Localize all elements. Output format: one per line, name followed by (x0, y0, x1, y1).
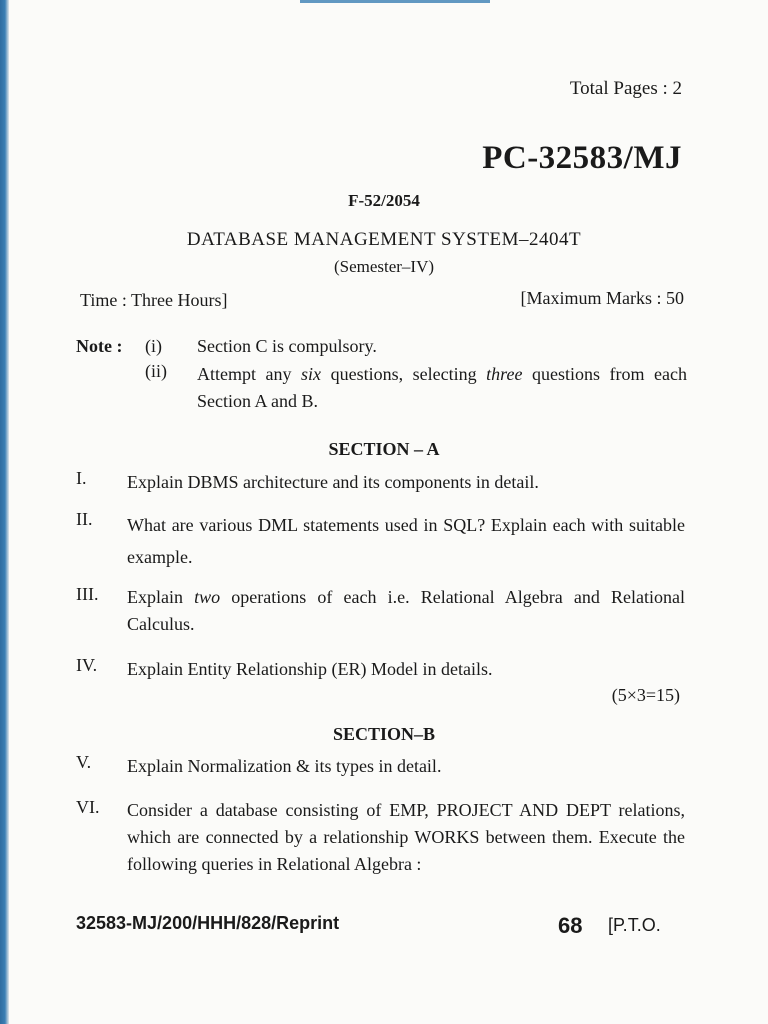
question-number: IV. (76, 655, 98, 675)
question-number: III. (76, 584, 99, 604)
note-item-text: Attempt any six questions, selecting three questions from each Section A and B. (197, 364, 687, 411)
maximum-marks: [Maximum Marks : 50 (520, 288, 684, 308)
note-item-number: (ii) (145, 361, 167, 381)
footer-print-code: 32583-MJ/200/HHH/828/Reprint (76, 913, 340, 933)
page-edge-left (0, 0, 9, 1024)
note-item-number: (i) (145, 336, 162, 356)
note-item-text: Section C is compulsory. (197, 336, 377, 356)
page-edge-top (300, 0, 490, 3)
question-number: VI. (76, 797, 100, 817)
time-allowed: Time : Three Hours] (80, 290, 228, 310)
question-number: I. (76, 468, 87, 488)
question-text: Explain two operations of each i.e. Relational Algebra and Relational Calculus. (127, 587, 685, 634)
semester: (Semester–IV) (333, 257, 435, 276)
question-number: II. (76, 509, 93, 529)
section-a-marks: (5×3=15) (611, 685, 680, 705)
total-pages: Total Pages : 2 (569, 78, 682, 99)
section-b-heading: SECTION–B (332, 724, 436, 744)
question-text: Explain Normalization & its types in detail. (127, 756, 442, 776)
question-number: V. (76, 752, 92, 772)
question-text: Explain DBMS architecture and its components in detail. (127, 472, 539, 492)
please-turn-over: [P.T.O. (608, 915, 661, 935)
section-a-heading: SECTION – A (328, 439, 440, 459)
paper-code: PC-32583/MJ (482, 140, 682, 176)
question-text: What are various DML statements used in SQL? Explain each with suitable example. (127, 515, 685, 567)
question-text: Explain Entity Relationship (ER) Model in details. (127, 659, 493, 679)
question-text: Consider a database consisting of EMP, PROJECT AND DEPT relations, which are connected by a relationship WORKS between them. Execute the following queries in Relational Algebra : (127, 800, 685, 874)
handwritten-mark: 68 (558, 913, 583, 938)
form-code: F-52/2054 (348, 191, 420, 210)
note-label: Note : (76, 336, 123, 356)
subject-title: DATABASE MANAGEMENT SYSTEM–2404T (186, 229, 582, 250)
